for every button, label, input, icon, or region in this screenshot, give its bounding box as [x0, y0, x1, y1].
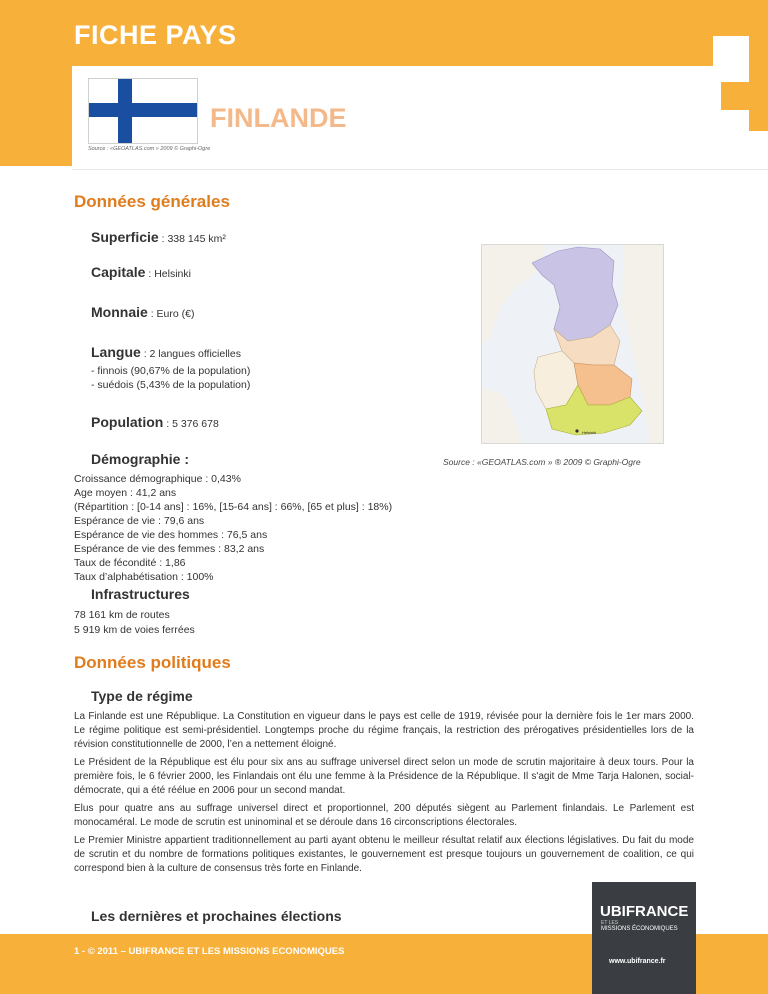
finland-flag-image	[88, 78, 198, 144]
demographie-line: Age moyen : 41,2 ans	[74, 487, 177, 499]
langue-line: - suédois (5,43% de la population)	[91, 379, 251, 391]
infrastructure-line: 78 161 km de routes	[74, 609, 170, 621]
demographie-line: Taux d’alphabétisation : 100%	[74, 571, 214, 583]
country-name: FINLANDE	[210, 103, 347, 133]
map-source-caption: Source : «GEOATLAS.com » ® 2009 © Graphi-Ogre	[443, 457, 641, 467]
demographie-line: Espérance de vie des femmes : 83,2 ans	[74, 543, 265, 555]
politics-paragraph: La Finlande est une République. La Constitution en vigueur dans le pays est celle de 1919, révisée pour la dernière fois le 1er mars 2000. Le régime politique est semi-présidentiel. Longtemps proche du régime français, la restriction des prérogatives présidentielles lors de la révision constitutionnelle de 2000, l’en a nettement éloigné.	[74, 711, 694, 750]
footer-text: 1 - © 2011 – UBIFRANCE ET LES MISSIONS ECONOMIQUES	[74, 946, 345, 957]
logo-name: UBIFRANCE	[600, 903, 689, 920]
section-title-politics: Données politiques	[74, 653, 231, 672]
section-title-general: Données générales	[74, 192, 230, 211]
logo-subtitle: ET LES	[601, 920, 619, 926]
demographie-heading: Démographie :	[91, 451, 190, 467]
demographie-line: Croissance démographique : 0,43%	[74, 473, 241, 485]
politics-paragraph: Le Président de la République est élu pour six ans au suffrage universel direct selon un mode de scrutin majoritaire à deux tours. Pour la première fois, le 6 février 2000, les Finlandais ont élu une femme à la Présidence de la République. Il s'agit de Mme Tarja Halonen, social-démocrate, qui a été réélue en 2006 pour un second mandat.	[74, 757, 694, 796]
demographie-line: Espérance de vie : 79,6 ans	[74, 515, 205, 527]
demographie-line: Taux de fécondité : 1,86	[74, 557, 186, 569]
divider	[72, 169, 768, 170]
field-capitale: Capitale : Helsinki	[91, 264, 191, 280]
field-superficie: Superficie : 338 145 km²	[91, 229, 226, 245]
regime-heading: Type de régime	[91, 688, 193, 704]
decorative-square-small	[721, 82, 749, 110]
finland-map-image	[481, 244, 664, 444]
logo-url: www.ubifrance.fr	[609, 958, 666, 965]
politics-paragraph: Elus pour quatre ans au suffrage universel direct et proportionnel, 200 députés siègent au Parlement finlandais. Le Parlement est monocaméral. Le mode de scrutin est uninominal et se déroule dans 16 circonscriptions électorales.	[74, 803, 694, 828]
ubifrance-logo	[592, 882, 696, 994]
svg-text:Helsinki: Helsinki	[582, 430, 597, 435]
decorative-square	[713, 36, 749, 66]
decorative-bar	[0, 66, 72, 166]
infrastructure-line: 5 919 km de voies ferrées	[74, 624, 195, 636]
langue-line: - finnois (90,67% de la population)	[91, 365, 251, 377]
field-population: Population : 5 376 678	[91, 414, 219, 430]
infrastructures-heading: Infrastructures	[91, 586, 190, 602]
logo-subtitle: MISSIONS ÉCONOMIQUES	[601, 926, 678, 932]
elections-heading: Les dernières et prochaines élections	[91, 908, 342, 924]
field-langue: Langue : 2 langues officielles	[91, 344, 241, 360]
demographie-line: Espérance de vie des hommes : 76,5 ans	[74, 529, 268, 541]
decorative-strip	[749, 66, 768, 131]
demographie-line: (Répartition : [0-14 ans] : 16%, [15-64 ans] : 66%, [65 et plus] : 18%)	[74, 501, 393, 513]
document-title: FICHE PAYS	[74, 20, 237, 50]
flag-source-caption: Source : «GEOATLAS.com » 2009 © Graphi-Ogre	[88, 146, 211, 152]
politics-paragraph: Le Premier Ministre appartient traditionnellement au parti ayant obtenu le meilleur résultat relatif aux élections législatives. Du fait du mode de scrutin et du nombre de formations politiques existantes, le gouvernement est presque toujours un gouvernement de coalition, ce qui correspond bien à la culture de consensus très forte en Finlande.	[74, 835, 694, 874]
field-monnaie: Monnaie : Euro (€)	[91, 304, 195, 320]
